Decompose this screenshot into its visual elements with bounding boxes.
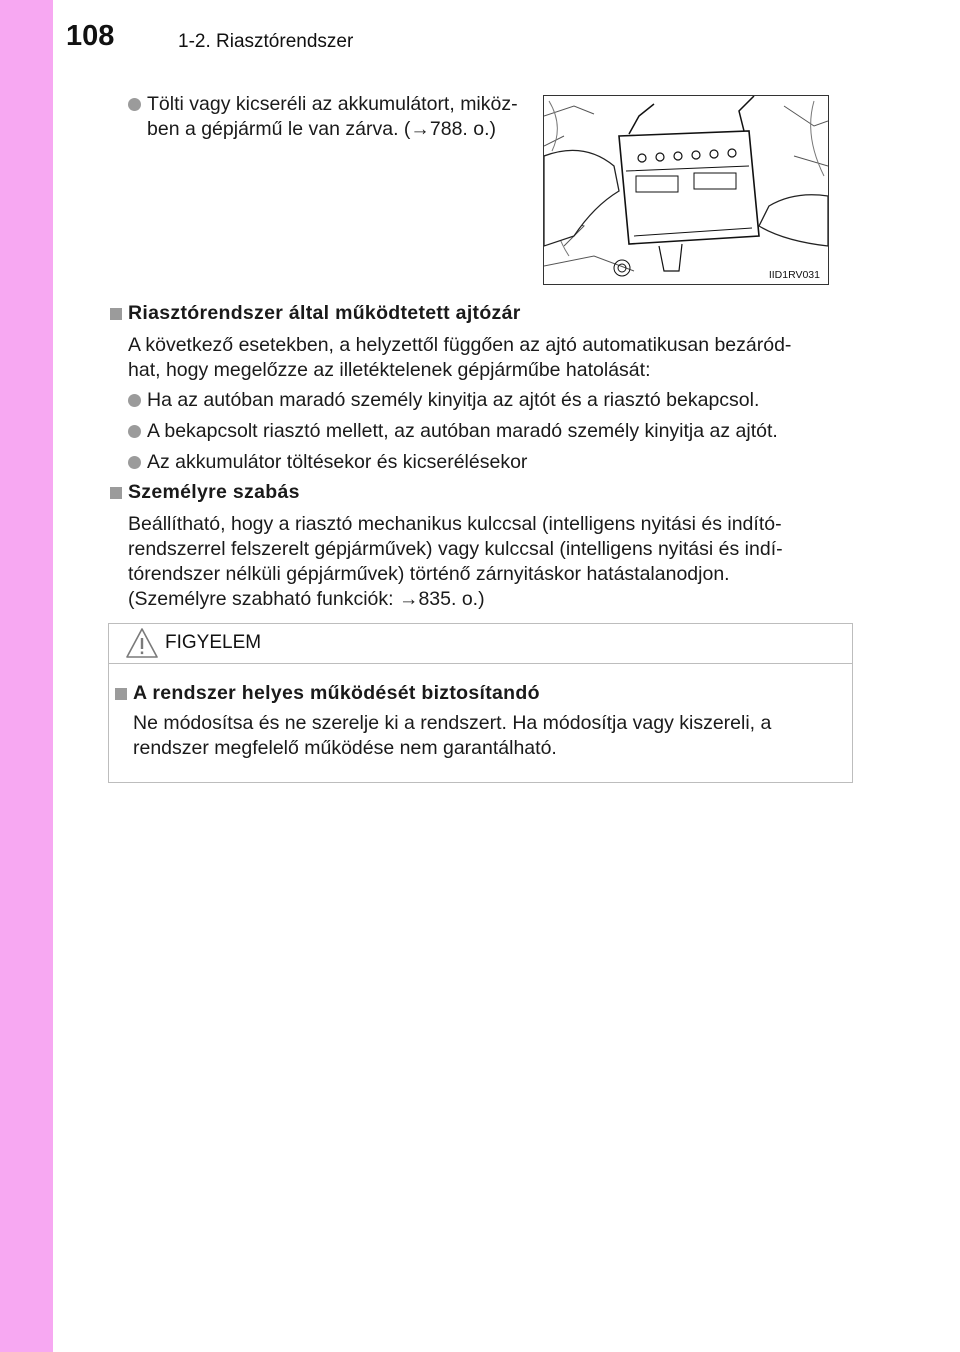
warning-triangle-icon [125, 627, 159, 659]
section-square-icon [115, 688, 127, 700]
caution-heading: A rendszer helyes működését biztosítandó [133, 682, 540, 704]
figure-id-label: IID1RV031 [768, 269, 820, 281]
section-heading: Személyre szabás [128, 481, 300, 503]
chapter-sidebar-tab [0, 0, 53, 1352]
battery-illustration [544, 96, 828, 284]
top-bullet-line: Tölti vagy kicseréli az akkumulátort, miköz- [147, 93, 518, 115]
section-heading: Riasztórendszer által működtetett ajtózár [128, 302, 521, 324]
caution-line: rendszer megfelelő működése nem garantálható. [133, 737, 557, 759]
body-line: tórendszer nélküli gépjárművek) történő zárnyitáskor hatástalanodjon. [128, 563, 730, 585]
list-item: A bekapcsolt riasztó mellett, az autóban maradó személy kinyitja az ajtót. [147, 420, 778, 442]
bullet-dot [128, 456, 141, 469]
section-square-icon [110, 308, 122, 320]
chapter-title: 1-2. Riasztórendszer [178, 31, 354, 52]
intro-line: hat, hogy megelőzze az illetéktelenek gépjárműbe hatolását: [128, 359, 651, 381]
section-square-icon [110, 487, 122, 499]
list-item: Az akkumulátor töltésekor és kicserélésekor [147, 451, 528, 473]
top-bullet-line: ben a gépjármű le van zárva. (→788. o.) [147, 118, 497, 140]
caution-box [108, 623, 853, 783]
caution-line: Ne módosítsa és ne szerelje ki a rendszert. Ha módosítja vagy kiszereli, a [133, 712, 772, 734]
top-bullet-text [147, 92, 527, 142]
section-intro [128, 333, 850, 383]
caution-header [109, 624, 852, 664]
bullet-dot [128, 98, 141, 111]
bullet-dot [128, 394, 141, 407]
list-item: Ha az autóban maradó személy kinyitja az ajtót és a riasztó bekapcsol. [147, 389, 760, 411]
intro-line: A következő esetekben, a helyzettől függően az ajtó automatikusan bezáród- [128, 334, 792, 356]
bullet-dot [128, 425, 141, 438]
body-line: (Személyre szabható funkciók: →835. o.) [128, 588, 485, 610]
page-number: 108 [66, 20, 115, 52]
caution-title: FIGYELEM [165, 632, 262, 653]
body-line: Beállítható, hogy a riasztó mechanikus kulccsal (intelligens nyitási és indító- [128, 513, 782, 535]
section-body [128, 512, 850, 612]
battery-figure [543, 95, 829, 285]
body-line: rendszerrel felszerelt gépjárművek) vagy kulccsal (intelligens nyitási és indí- [128, 538, 783, 560]
caution-body [133, 711, 839, 761]
